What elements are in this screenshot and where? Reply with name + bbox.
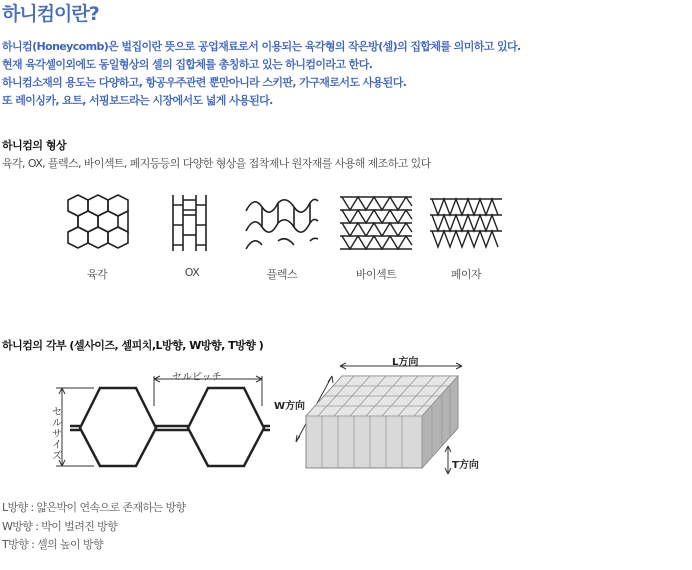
hexagon-cells-icon — [64, 193, 130, 255]
flex-cells-icon — [244, 193, 320, 253]
shape-label-pazy: 페이자 — [450, 268, 482, 281]
page-title: 하니컴이란? — [2, 3, 99, 25]
shape-label-ox: OX — [184, 266, 200, 279]
intro-line-2: 현재 육각셀이외에도 동일형상의 셀의 집합체를 총칭하고 있는 하니컴이라고 한다. — [2, 58, 373, 71]
shapes-heading: 하니컴의 형상 — [2, 139, 67, 152]
intro-line-1: 하니컴(Honeycomb)은 벌집이란 뜻으로 공업재료로서 이용되는 육각형의 작은방(셀)의 집합체를 의미하고 있다. — [2, 40, 521, 53]
w-direction-label: W方向 — [274, 401, 306, 412]
l-direction-label: L方向 — [392, 357, 419, 368]
shape-label-bisect: 바이섹트 — [355, 268, 397, 281]
cell-size-label: セルサイズ — [52, 407, 62, 462]
shape-label-hexagon: 육각 — [86, 268, 108, 281]
definition-l: L방향 : 얇은박이 연속으로 존재하는 방향 — [2, 501, 186, 514]
definition-w: W방향 : 박이 벌려진 방향 — [2, 520, 118, 533]
definition-t: T방향 : 셀의 높이 방향 — [2, 538, 104, 551]
intro-line-4: 또 레이싱카, 요트, 서핑보드라는 시장에서도 넓게 사용된다. — [2, 94, 273, 107]
bisect-cells-icon — [338, 193, 414, 253]
parts-heading: 하니컴의 각부 (셀사이즈, 셀피치,L방향, W방향, T방향 ) — [2, 339, 264, 352]
cell-pitch-label: セルピッチ — [172, 372, 222, 383]
pazy-cells-icon — [428, 193, 504, 253]
intro-line-3: 하니컴소재의 용도는 다양하고, 항공우주관련 뿐만아니라 스키판, 가구재로서도 사용된다. — [2, 76, 407, 89]
shape-label-flex: 플렉스 — [266, 268, 298, 281]
ox-cells-icon — [170, 193, 210, 255]
t-direction-label: T方向 — [452, 460, 479, 471]
shapes-description: 육각, OX, 플렉스, 바이섹트, 페지등등의 다양한 형상을 접착제나 원자재를 사용해 제조하고 있다 — [2, 157, 431, 170]
cell-dimension-diagram — [50, 366, 270, 476]
